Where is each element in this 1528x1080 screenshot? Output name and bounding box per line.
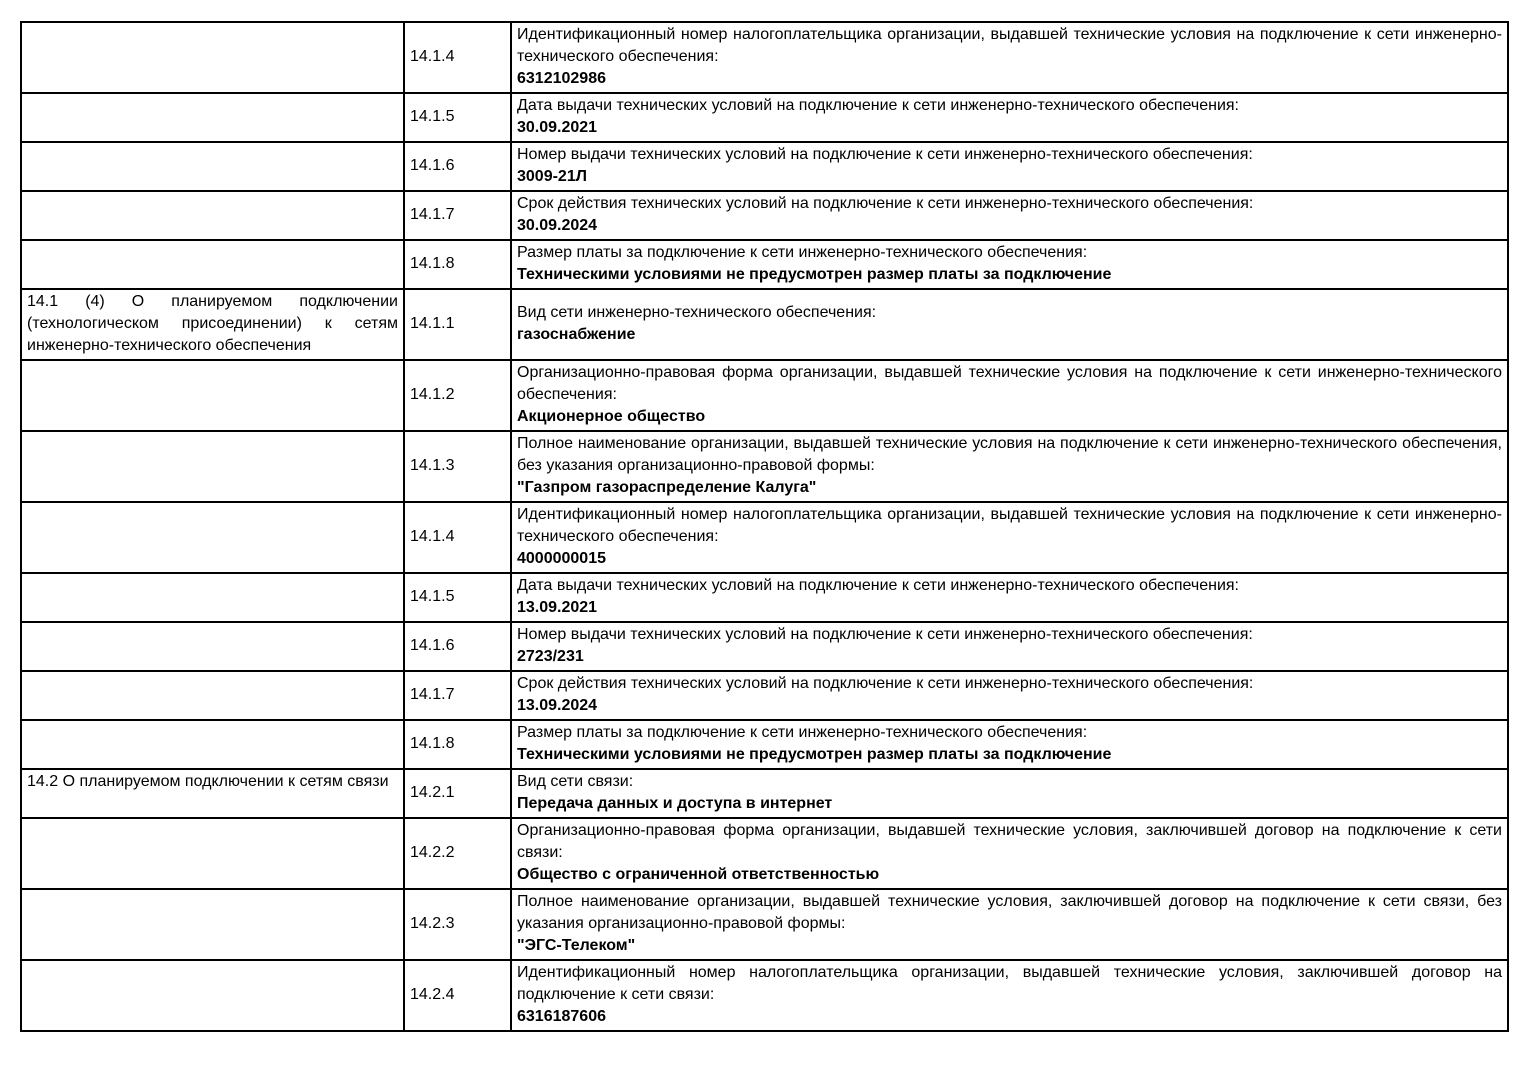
content-cell <box>511 191 1508 240</box>
item-number: 14.1.3 <box>410 457 455 474</box>
item-number: 14.1.2 <box>410 386 455 403</box>
item-number-cell <box>404 720 511 769</box>
section-cell <box>21 22 404 93</box>
field-value: 3009-21Л <box>517 168 587 185</box>
field-value: Передача данных и доступа в интернет <box>517 795 833 812</box>
item-number-cell <box>404 240 511 289</box>
item-number-cell <box>404 289 511 360</box>
field-label: Размер платы за подключение к сети инженерно-технического обеспечения: <box>517 244 1088 261</box>
item-number: 14.2.1 <box>410 784 455 801</box>
field-value: газоснабжение <box>517 326 636 343</box>
section-cell <box>21 720 404 769</box>
field-label: Срок действия технических условий на подключение к сети инженерно-технического обеспечения: <box>517 195 1254 212</box>
field-value: 30.09.2021 <box>517 119 598 136</box>
item-number-cell <box>404 573 511 622</box>
content-cell <box>511 720 1508 769</box>
table-row <box>21 671 1508 720</box>
content-cell <box>511 769 1508 818</box>
item-number: 14.1.5 <box>410 108 455 125</box>
content-cell <box>511 960 1508 1031</box>
content-cell <box>511 889 1508 960</box>
item-number-cell <box>404 360 511 431</box>
item-number-cell <box>404 431 511 502</box>
content-cell <box>511 502 1508 573</box>
item-number-cell <box>404 22 511 93</box>
table-row <box>21 191 1508 240</box>
item-number: 14.2.2 <box>410 844 455 861</box>
table-row <box>21 573 1508 622</box>
field-label: Дата выдачи технических условий на подключение к сети инженерно-технического обеспечения: <box>517 97 1239 114</box>
table-row <box>21 889 1508 960</box>
item-number-cell <box>404 818 511 889</box>
section-cell <box>21 360 404 431</box>
field-value: "ЭГС-Телеком" <box>517 937 636 954</box>
content-cell <box>511 142 1508 191</box>
item-number: 14.1.8 <box>410 735 455 752</box>
section-cell <box>21 191 404 240</box>
content-cell <box>511 22 1508 93</box>
item-number: 14.1.6 <box>410 637 455 654</box>
section-cell <box>21 889 404 960</box>
item-number-cell <box>404 502 511 573</box>
table-row <box>21 22 1508 93</box>
field-label: Срок действия технических условий на подключение к сети инженерно-технического обеспечения: <box>517 675 1254 692</box>
field-value: Техническими условиями не предусмотрен размер платы за подключение <box>517 746 1112 763</box>
table-row <box>21 622 1508 671</box>
table-row <box>21 502 1508 573</box>
item-number-cell <box>404 142 511 191</box>
table-row <box>21 720 1508 769</box>
table-row <box>21 818 1508 889</box>
section-cell <box>21 289 404 360</box>
field-label: Организационно-правовая форма организации, выдавшей технические условия на подключение к сети инженерно-технического обеспечения: <box>517 364 1502 403</box>
field-label: Полное наименование организации, выдавшей технические условия, заключившей договор на подключение к сети связи, без указания организационно-правовой формы: <box>517 893 1502 932</box>
field-label: Идентификационный номер налогоплательщика организации, выдавшей технические условия на подключение к сети инженерно-технического обеспечения: <box>517 506 1502 545</box>
table-row <box>21 240 1508 289</box>
item-number-cell <box>404 769 511 818</box>
table-row <box>21 960 1508 1031</box>
content-cell <box>511 818 1508 889</box>
field-label: Размер платы за подключение к сети инженерно-технического обеспечения: <box>517 724 1088 741</box>
field-value: 13.09.2021 <box>517 599 598 616</box>
content-cell <box>511 360 1508 431</box>
field-value: Общество с ограниченной ответственностью <box>517 866 880 883</box>
item-number-cell <box>404 889 511 960</box>
section-cell <box>21 622 404 671</box>
content-cell <box>511 289 1508 360</box>
field-label: Идентификационный номер налогоплательщика организации, выдавшей технические условия на подключение к сети инженерно-технического обеспечения: <box>517 26 1502 65</box>
field-value: 6312102986 <box>517 70 606 87</box>
field-label: Номер выдачи технических условий на подключение к сети инженерно-технического обеспечения: <box>517 626 1253 643</box>
field-label: Дата выдачи технических условий на подключение к сети инженерно-технического обеспечения: <box>517 577 1239 594</box>
section-cell <box>21 818 404 889</box>
table-row <box>21 769 1508 818</box>
item-number: 14.1.8 <box>410 255 455 272</box>
field-label: Организационно-правовая форма организации, выдавшей технические условия, заключившей договор на подключение к сети связи: <box>517 822 1502 861</box>
section-cell <box>21 142 404 191</box>
item-number: 14.1.4 <box>410 528 455 545</box>
field-label: Номер выдачи технических условий на подключение к сети инженерно-технического обеспечения: <box>517 146 1253 163</box>
table-row <box>21 431 1508 502</box>
table-body <box>21 22 1508 1031</box>
section-cell <box>21 573 404 622</box>
content-cell <box>511 240 1508 289</box>
item-number-cell <box>404 93 511 142</box>
section-cell <box>21 240 404 289</box>
item-number-cell <box>404 191 511 240</box>
section-cell <box>21 93 404 142</box>
table-row <box>21 142 1508 191</box>
field-label: Идентификационный номер налогоплательщика организации, выдавшей технические условия, заключившей договор на подключение к сети связи: <box>517 964 1502 1003</box>
content-cell <box>511 431 1508 502</box>
content-cell <box>511 671 1508 720</box>
table-row <box>21 93 1508 142</box>
field-value: 4000000015 <box>517 550 606 567</box>
content-cell <box>511 93 1508 142</box>
content-cell <box>511 573 1508 622</box>
item-number: 14.1.7 <box>410 206 455 223</box>
table-row <box>21 289 1508 360</box>
field-label: Полное наименование организации, выдавшей технические условия на подключение к сети инженерно-технического обеспечения, без указания организационно-правовой формы: <box>517 435 1502 474</box>
item-number: 14.2.3 <box>410 915 455 932</box>
field-value: Акционерное общество <box>517 408 706 425</box>
field-value: 2723/231 <box>517 648 584 665</box>
item-number-cell <box>404 622 511 671</box>
field-value: "Газпром газораспределение Калуга" <box>517 479 817 496</box>
field-value: 30.09.2024 <box>517 217 598 234</box>
section-cell <box>21 671 404 720</box>
declaration-table <box>20 21 1509 1032</box>
item-number: 14.2.4 <box>410 986 455 1003</box>
section-cell <box>21 769 404 818</box>
field-label: Вид сети инженерно-технического обеспечения: <box>517 304 877 321</box>
section-label: 14.2 О планируемом подключении к сетям связи <box>27 773 389 790</box>
item-number: 14.1.4 <box>410 48 455 65</box>
item-number-cell <box>404 960 511 1031</box>
item-number: 14.1.7 <box>410 686 455 703</box>
field-value: Техническими условиями не предусмотрен размер платы за подключение <box>517 266 1112 283</box>
item-number: 14.1.5 <box>410 588 455 605</box>
field-label: Вид сети связи: <box>517 773 634 790</box>
item-number-cell <box>404 671 511 720</box>
section-cell <box>21 502 404 573</box>
section-cell <box>21 431 404 502</box>
section-label: 14.1 (4) О планируемом подключении (технологическом присоединении) к сетям инженерно-технического обеспечения <box>27 293 398 354</box>
field-value: 13.09.2024 <box>517 697 598 714</box>
item-number: 14.1.6 <box>410 157 455 174</box>
section-cell <box>21 960 404 1031</box>
table-row <box>21 360 1508 431</box>
item-number: 14.1.1 <box>410 315 455 332</box>
field-value: 6316187606 <box>517 1008 606 1025</box>
content-cell <box>511 622 1508 671</box>
